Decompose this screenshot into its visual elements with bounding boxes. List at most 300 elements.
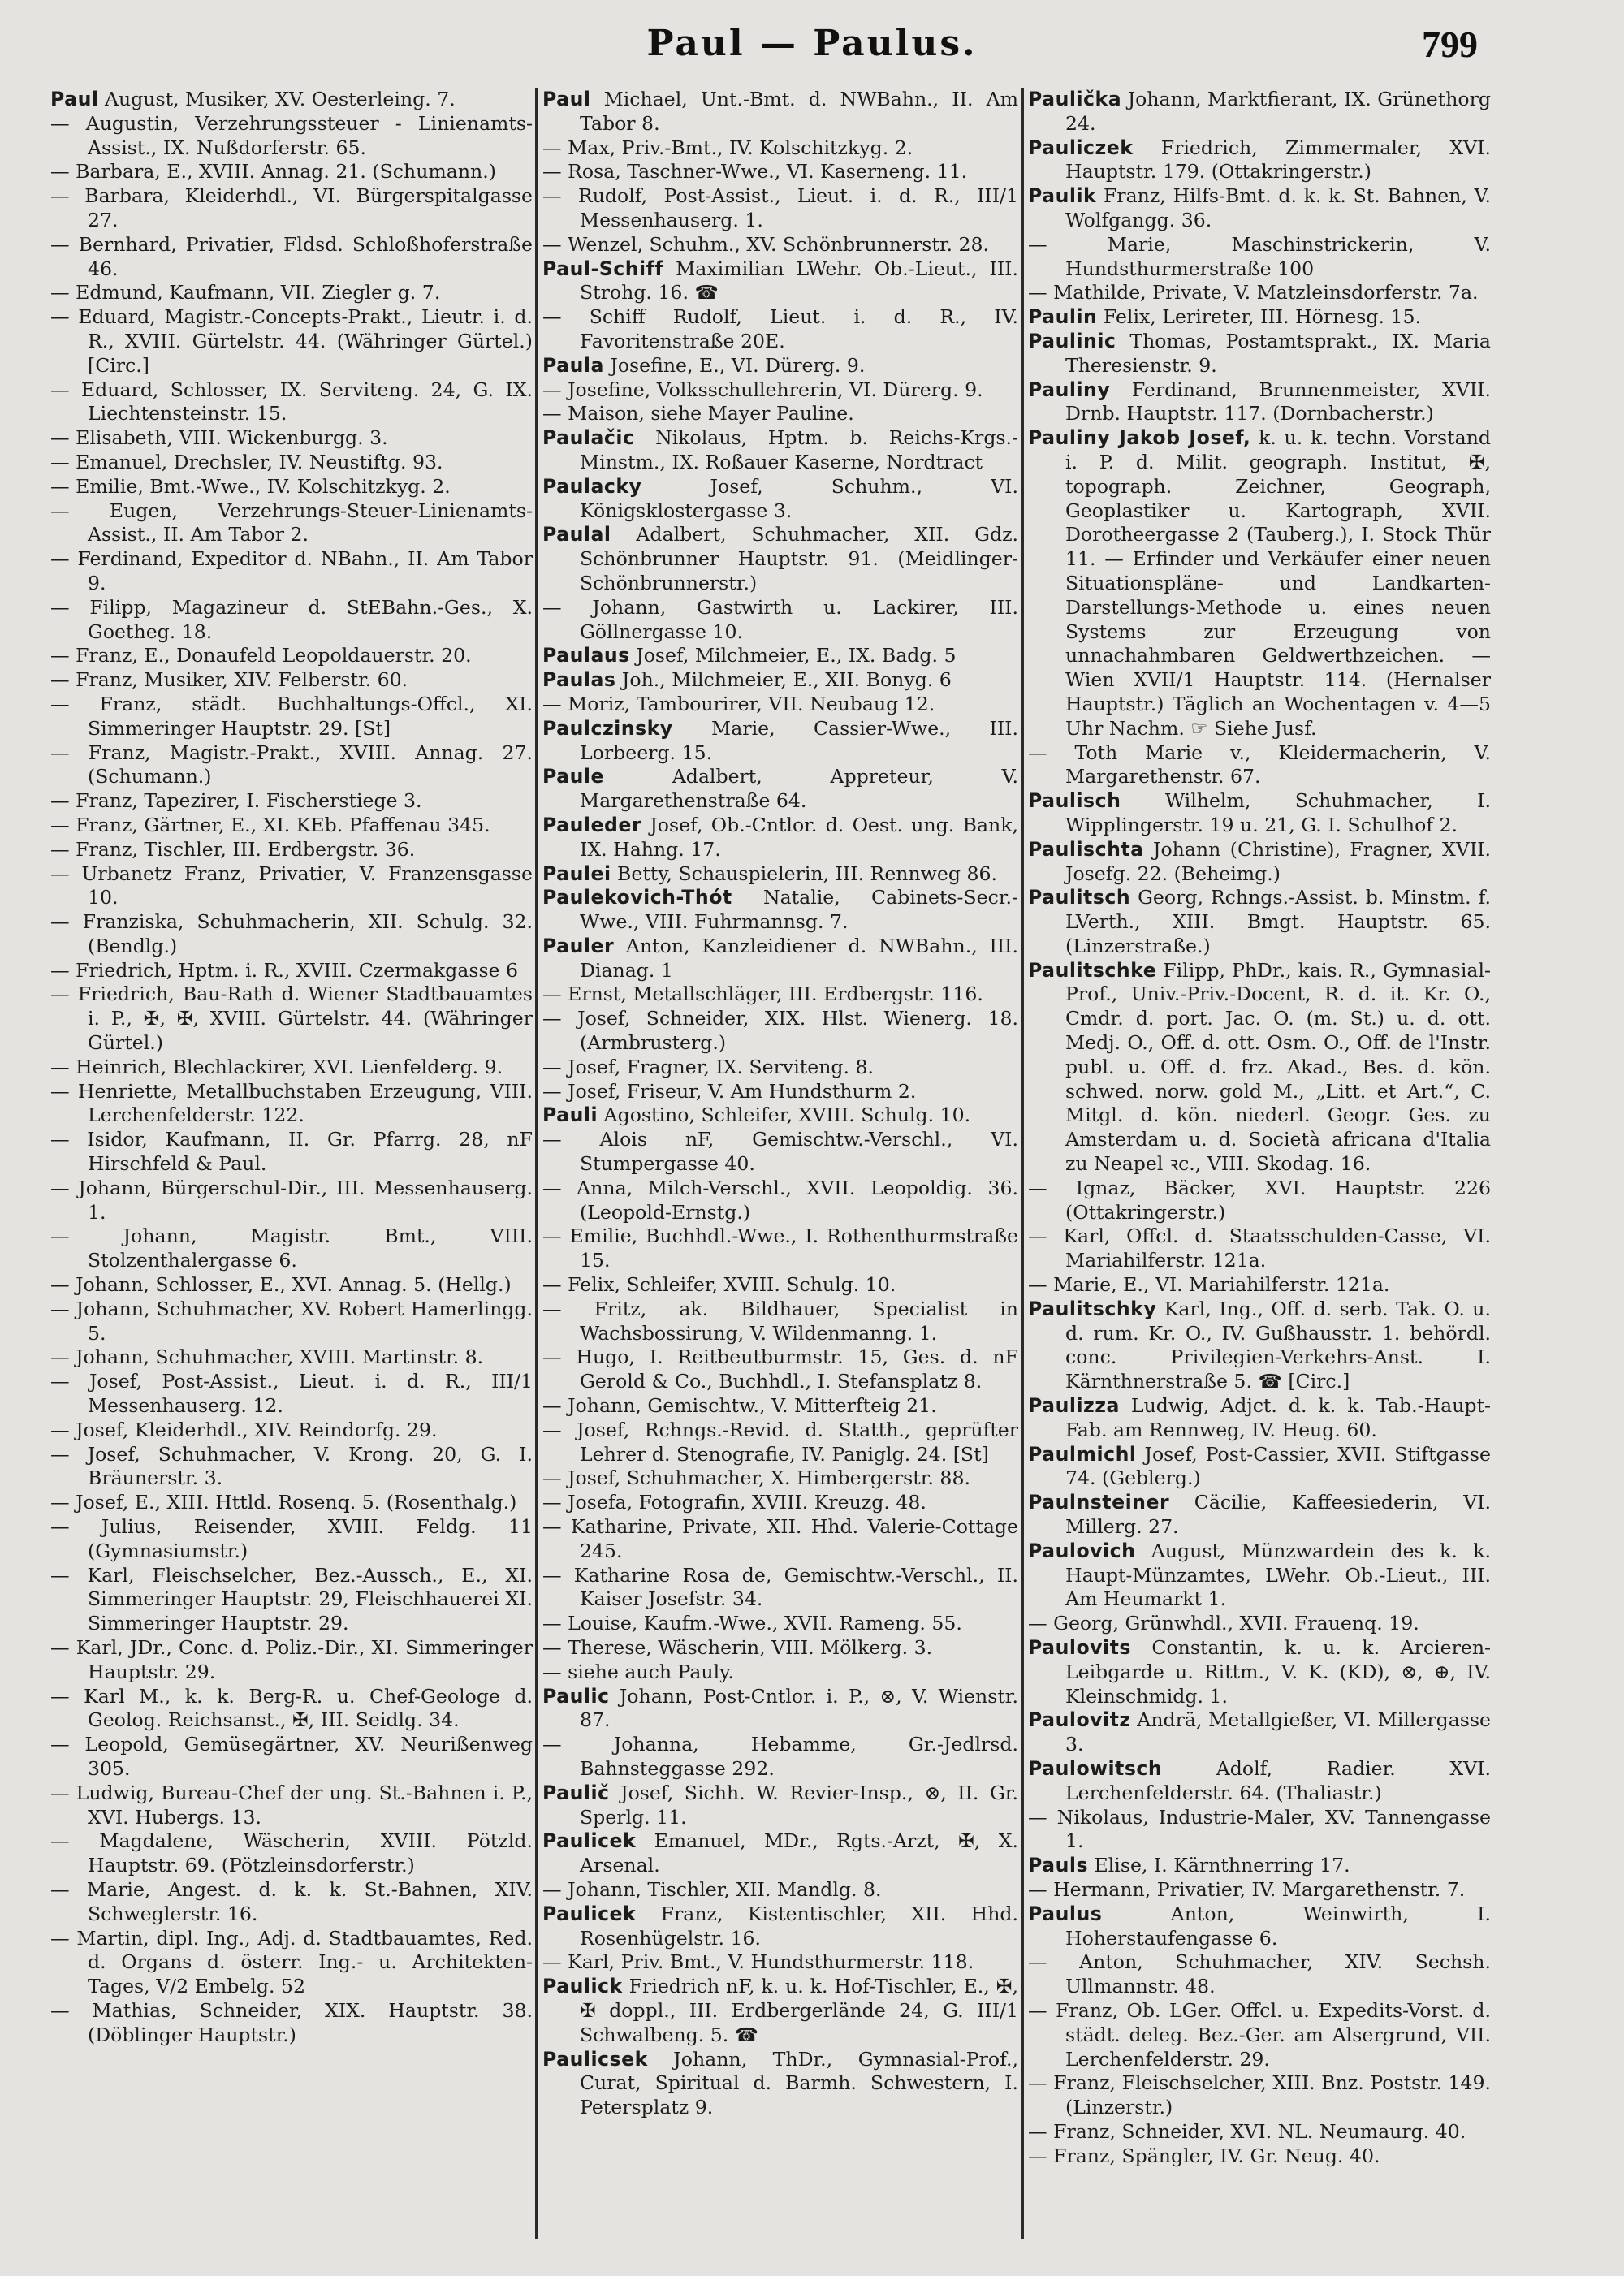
directory-entry xyxy=(1028,1443,1491,1492)
directory-entry xyxy=(50,451,533,475)
entry-surname: Paulowitsch xyxy=(1028,1756,1163,1780)
entry-surname: Paulaus xyxy=(542,644,630,667)
entry-surname: Pauls xyxy=(1028,1854,1089,1877)
directory-entry xyxy=(542,693,1018,717)
directory-entry xyxy=(1028,1757,1491,1806)
entry-text: — Johann, Gastwirth u. Lackirer, III. Göllnergasse 10. xyxy=(542,595,1018,643)
directory-entry xyxy=(50,112,533,161)
entry-surname: Paulnsteiner xyxy=(1028,1491,1170,1514)
directory-entry xyxy=(50,160,533,184)
directory-entry xyxy=(50,1056,533,1080)
entry-text: — Karl, Offcl. d. Staatsschulden-Casse, VI. Mariahilferstr. 121a. xyxy=(1028,1224,1491,1272)
entry-text: — Josef, Schneider, XIX. Hlst. Wienerg. 18. (Armbrusterg.) xyxy=(542,1007,1018,1055)
entry-surname: Paulus xyxy=(1028,1902,1103,1925)
entry-text: Georg, Rchngs.-Assist. b. Minstm. f. LVerth., XIII. Bmgt. Hauptstr. 65. (Linzerstraße.) xyxy=(1065,886,1491,957)
directory-entry xyxy=(1028,886,1491,958)
entry-text: Josef, Post-Cassier, XVII. Stiftgasse 74. (Geblerg.) xyxy=(1065,1442,1491,1490)
directory-entry xyxy=(542,475,1018,524)
entry-text: — Karl M., k. k. Berg-R. u. Chef-Geologe d. Geolog. Reichsanst., ✠, III. Seidlg. 34. xyxy=(50,1684,533,1732)
entry-text: — Johann, Schuhmacher, XVIII. Martinstr. 8. xyxy=(50,1345,484,1369)
entry-text: — Ludwig, Bureau-Chef der ung. St.-Bahnen i. P., XVI. Hubergs. 13. xyxy=(50,1781,533,1829)
entry-text: — Emilie, Bmt.-Wwe., IV. Kolschitzkyg. 2. xyxy=(50,474,451,498)
entry-surname: Paulovits xyxy=(1028,1636,1131,1659)
entry-text: Felix, Lerireter, III. Hörnesg. 15. xyxy=(1097,305,1422,329)
entry-text: — Karl, JDr., Conc. d. Poliz.-Dir., XI. Simmeringer Hauptstr. 29. xyxy=(50,1636,533,1683)
entry-text: — Emanuel, Drechsler, IV. Neustiftg. 93. xyxy=(50,450,443,473)
directory-entry xyxy=(542,717,1018,766)
directory-entry xyxy=(542,136,1018,161)
entry-surname: Paulisch xyxy=(1028,789,1121,813)
entry-text: Josef, Sichh. W. Revier-Insp., ⊗, II. Gr. Sperlg. 11. xyxy=(580,1781,1018,1829)
entry-text: Josef, Milchmeier, E., IX. Badg. 5 xyxy=(629,644,957,667)
entry-text: Wilhelm, Schuhmacher, I. Wipplingerstr. 19 u. 21, G. I. Schulhof 2. xyxy=(1065,789,1491,836)
entry-text: Michael, Unt.-Bmt. d. NWBahn., II. Am Tabor 8. xyxy=(580,88,1018,135)
directory-entry xyxy=(1028,1224,1491,1273)
entry-text: Andrä, Metallgießer, VI. Millergasse 3. xyxy=(1065,1708,1491,1756)
directory-entry xyxy=(50,596,533,645)
entry-text: Anton, Kanzleidiener d. NWBahn., III. Dianag. 1 xyxy=(580,934,1018,982)
entry-text: — Rosa, Taschner-Wwe., VI. Kaserneng. 11. xyxy=(542,160,968,184)
entry-text: — Nikolaus, Industrie-Maler, XV. Tannengasse 1. xyxy=(1028,1805,1491,1853)
entry-text: Josef, Schuhm., VI. Königsklostergasse 3. xyxy=(580,474,1018,522)
directory-entry xyxy=(50,1636,533,1685)
directory-entry xyxy=(542,1636,1018,1661)
entry-text: Adalbert, Appreteur, V. Margarethenstraße 64. xyxy=(580,765,1018,813)
entry-text: — Johann, Bürgerschul-Dir., III. Messenhauserg. 1. xyxy=(50,1176,533,1224)
entry-text: — Eugen, Verzehrungs-Steuer-Linienamts-Assist., II. Am Tabor 2. xyxy=(50,499,533,546)
entry-text: — Mathias, Schneider, XIX. Hauptstr. 38. (Döblinger Hauptstr.) xyxy=(50,1998,533,2046)
entry-text: Joh., Milchmeier, E., XII. Bonyg. 6 xyxy=(615,668,952,692)
entry-surname: Paulačic xyxy=(542,426,635,450)
directory-entry xyxy=(50,499,533,548)
entry-text: Friedrich nF, k. u. k. Hof-Tischler, E., ✠, ✠ doppl., III. Erdbergerlände 24, G. III/1 Schwalbeng. 5. ☎ xyxy=(580,1975,1018,2046)
directory-entry xyxy=(50,1080,533,1129)
directory-entry xyxy=(50,547,533,596)
directory-entry xyxy=(1028,233,1491,282)
directory-entry xyxy=(50,668,533,693)
entry-text: Marie, Cassier-Wwe., III. Lorbeerg. 15. xyxy=(580,716,1018,764)
entry-text: — Karl, Fleischselcher, Bez.-Aussch., E., XI. Simmeringer Hauptstr. 29, Fleischhauerei XI. Simmeringer Hauptstr. 29. xyxy=(50,1563,533,1635)
entry-surname: Paulinic xyxy=(1028,329,1116,352)
entry-text: Maximilian LWehr. Ob.-Lieut., III. Strohg. 16. ☎ xyxy=(580,257,1018,304)
directory-entry xyxy=(542,1080,1018,1104)
entry-text: — Julius, Reisender, XVIII. Feldg. 11 (Gymnasiumstr.) xyxy=(50,1515,533,1562)
entry-text: — Franz, Tischler, III. Erdbergstr. 36. xyxy=(50,837,416,861)
directory-entry xyxy=(50,838,533,862)
entry-text: — Marie, Maschinstrickerin, V. Hundsthurmerstraße 100 xyxy=(1028,232,1491,280)
directory-entry xyxy=(1028,1950,1491,1999)
entry-text: — Barbara, E., XVIII. Annag. 21. (Schumann.) xyxy=(50,160,496,184)
directory-entry xyxy=(542,1466,1018,1491)
directory-entry xyxy=(50,1733,533,1781)
entry-surname: Paulczinsky xyxy=(542,716,673,740)
directory-entry xyxy=(50,281,533,305)
entry-text: — Johann, Gemischtw., V. Mitterfteig 21. xyxy=(542,1394,937,1418)
entry-text: — Therese, Wäscherin, VIII. Mölkerg. 3. xyxy=(542,1636,933,1659)
directory-entry xyxy=(542,523,1018,595)
entry-surname: Paulicsek xyxy=(542,2047,648,2071)
directory-entry xyxy=(542,1103,1018,1128)
entry-text: — Franz, Magistr.-Prakt., XVIII. Annag. 27. (Schumann.) xyxy=(50,741,533,788)
entry-text: — Katharine Rosa de, Gemischtw.-Verschl., II. Kaiser Josefstr. 34. xyxy=(542,1563,1018,1611)
directory-entry xyxy=(542,1612,1018,1636)
entry-text: — Maison, siehe Mayer Pauline. xyxy=(542,402,854,425)
directory-entry xyxy=(1028,2144,1491,2169)
directory-entry xyxy=(50,1177,533,1225)
entry-surname: Paulick xyxy=(542,1975,623,1998)
entry-surname: Paulei xyxy=(542,862,611,885)
directory-entry xyxy=(542,305,1018,354)
directory-entry xyxy=(542,257,1018,306)
entry-surname: Paulitsch xyxy=(1028,886,1131,909)
entry-text: — Hermann, Privatier, IV. Margarethenstr. 7. xyxy=(1028,1877,1466,1901)
entry-surname: Paul xyxy=(50,88,99,110)
entry-text: Elise, I. Kärnthnerring 17. xyxy=(1088,1854,1350,1877)
entry-surname: Paulicek xyxy=(542,1902,637,1925)
entry-text: — Karl, Priv. Bmt., V. Hundsthurmerstr. 118. xyxy=(542,1950,974,1974)
entry-text: — Anna, Milch-Verschl., XVII. Leopoldig. 36. (Leopold-Ernstg.) xyxy=(542,1176,1018,1224)
directory-entry xyxy=(50,741,533,790)
column-rule xyxy=(1021,88,1024,2239)
directory-entry xyxy=(1028,330,1491,378)
entry-surname: Paulovitz xyxy=(1028,1708,1131,1732)
directory-entry xyxy=(542,1394,1018,1419)
directory-entry xyxy=(542,354,1018,378)
entry-surname: Paulacky xyxy=(542,474,642,498)
directory-entry xyxy=(542,1975,1018,2047)
directory-entry xyxy=(1028,1636,1491,1708)
entry-text: Cäcilie, Kaffeesiederin, VI. Millerg. 27. xyxy=(1065,1491,1491,1539)
directory-entry xyxy=(542,426,1018,475)
entry-text: — Franziska, Schuhmacherin, XII. Schulg. 32. (Bendlg.) xyxy=(50,910,533,957)
entry-text: — Josef, Fragner, IX. Serviteng. 8. xyxy=(542,1055,875,1078)
directory-entry xyxy=(50,693,533,741)
directory-entry xyxy=(1028,426,1491,741)
directory-entry xyxy=(50,1878,533,1927)
entry-text: — Louise, Kaufm.-Wwe., XVII. Rameng. 55. xyxy=(542,1612,962,1635)
entry-surname: Pauler xyxy=(542,934,615,957)
entry-text: k. u. k. techn. Vorstand i. P. d. Milit. geograph. Institut, ✠, topograph. Zeichner, Geograph, Geoplastiker u. Kartograph, XVII. Dorotheergasse 2 (Tauberg.), I. Stock Thür 11. — Erfinder und Verkäufer einer neuen Situationspläne- und Landkarten-Darstellungs-Methode u. eines neuen Systems zur Erzeugung von unnachahmbaren Geldwerthzeichen. — Wien XVII/1 Hauptstr. 114. (Hernalser Hauptstr.) Täglich an Wochentagen v. 4—5 Uhr Nachm. ☞ Siehe Jusf. xyxy=(1065,426,1491,740)
directory-entry xyxy=(50,184,533,233)
directory-entry xyxy=(1028,1999,1491,2071)
entry-text: — Ernst, Metallschläger, III. Erdbergstr. 116. xyxy=(542,983,983,1006)
running-title: Paul — Paulus. xyxy=(646,23,978,64)
entry-text: — Magdalene, Wäscherin, XVIII. Pötzld. Hauptstr. 69. (Pötzleinsdorferstr.) xyxy=(50,1829,533,1877)
column-3 xyxy=(1028,88,1491,2248)
directory-entry xyxy=(1028,1394,1491,1443)
directory-entry xyxy=(542,1056,1018,1080)
directory-entry xyxy=(50,475,533,499)
directory-entry xyxy=(542,935,1018,983)
entry-text: — Max, Priv.-Bmt., IV. Kolschitzkyg. 2. xyxy=(542,136,914,159)
entry-text: — Eduard, Magistr.-Concepts-Prakt., Lieutr. i. d. R., XVIII. Gürtelstr. 44. (Währinger Gürtel.) [Circ.] xyxy=(50,305,533,377)
entry-text: Johann, Post-Cntlor. i. P., ⊗, V. Wienstr. 87. xyxy=(580,1684,1018,1732)
entry-text: — Elisabeth, VIII. Wickenburgg. 3. xyxy=(50,426,388,450)
entry-text: — Mathilde, Private, V. Matzleinsdorferstr. 7a. xyxy=(1028,281,1479,304)
entry-text: — Franz, E., Donaufeld Leopoldauerstr. 20. xyxy=(50,644,472,667)
entry-text: — Rudolf, Post-Assist., Lieut. i. d. R., III/1 Messenhauserg. 1. xyxy=(542,184,1018,231)
entry-text: — Franz, Musiker, XIV. Felberstr. 60. xyxy=(50,668,408,692)
directory-entry xyxy=(542,644,1018,668)
directory-entry xyxy=(1028,88,1491,136)
entry-text: Josef, Ob.-Cntlor. d. Oest. ung. Bank, IX. Hahng. 17. xyxy=(580,813,1018,861)
directory-entry xyxy=(1028,1854,1491,1878)
directory-entry xyxy=(50,910,533,959)
directory-entry xyxy=(542,983,1018,1007)
entry-text: — Schiff Rudolf, Lieut. i. d. R., IV. Favoritenstraße 20E. xyxy=(542,305,1018,352)
entry-text: Natalie, Cabinets-Secr.-Wwe., VIII. Fuhrmannsg. 7. xyxy=(580,886,1018,934)
entry-text: — Heinrich, Blechlackirer, XVI. Lienfelderg. 9. xyxy=(50,1055,503,1078)
entry-text: — Josef, Schuhmacher, V. Krong. 20, G. I. Bräunerstr. 3. xyxy=(50,1442,533,1490)
entry-surname: Paulovich xyxy=(1028,1539,1136,1562)
entry-text: Johann (Christine), Fragner, XVII. Josefg. 22. (Beheimg.) xyxy=(1065,837,1491,885)
directory-entry xyxy=(542,2048,1018,2120)
entry-surname: Paulal xyxy=(542,523,611,546)
entry-text: Ludwig, Adjct. d. k. k. Tab.-Haupt-Fab. am Rennweg, IV. Heug. 60. xyxy=(1065,1394,1491,1441)
entry-text: — Emilie, Buchhdl.-Wwe., I. Rothenthurmstraße 15. xyxy=(542,1224,1018,1272)
entry-text: — Toth Marie v., Kleidermacherin, V. Margarethenstr. 67. xyxy=(1028,741,1491,788)
directory-entry xyxy=(1028,1491,1491,1540)
directory-entry xyxy=(50,1419,533,1443)
entry-text: Franz, Kistentischler, XII. Hhd. Rosenhügelstr. 16. xyxy=(580,1902,1018,1950)
entry-surname: Paul xyxy=(542,88,591,110)
entry-surname: Paulik xyxy=(1028,184,1097,208)
entry-text: — Franz, Schneider, XVI. NL. Neumaurg. 40. xyxy=(1028,2119,1466,2143)
column-rule xyxy=(535,88,538,2239)
entry-text: August, Musiker, XV. Oesterleing. 7. xyxy=(98,88,456,110)
entry-text: — Friedrich, Bau-Rath d. Wiener Stadtbauamtes i. P., ✠, ✠, XVIII. Gürtelstr. 44. (Währinger Gürtel.) xyxy=(50,983,533,1055)
directory-entry xyxy=(50,426,533,451)
directory-entry xyxy=(542,1515,1018,1564)
entry-surname: Pauli xyxy=(542,1103,598,1127)
entry-text: — Josefine, Volksschullehrerin, VI. Dürerg. 9. xyxy=(542,378,983,401)
directory-entry xyxy=(1028,741,1491,790)
entry-text: — Johann, Schuhmacher, XV. Robert Hamerlingg. 5. xyxy=(50,1297,533,1345)
entry-surname: Paulizza xyxy=(1028,1394,1120,1418)
directory-entry xyxy=(542,668,1018,693)
directory-entry xyxy=(542,596,1018,645)
entry-text: — Urbanetz Franz, Privatier, V. Franzensgasse 10. xyxy=(50,862,533,909)
entry-surname: Paulas xyxy=(542,668,616,692)
directory-entry xyxy=(542,1781,1018,1830)
directory-entry xyxy=(542,1685,1018,1734)
directory-entry xyxy=(1028,1878,1491,1902)
entry-surname: Paulekovich-Thót xyxy=(542,886,732,909)
directory-entry xyxy=(50,862,533,911)
directory-entry xyxy=(1028,1806,1491,1855)
entry-text: — Leopold, Gemüsegärtner, XV. Neurißenweg 305. xyxy=(50,1733,533,1780)
directory-entry xyxy=(542,1345,1018,1394)
entry-text: — Johann, Magistr. Bmt., VIII. Stolzenthalergasse 6. xyxy=(50,1224,533,1272)
directory-entry xyxy=(542,1177,1018,1225)
directory-entry xyxy=(1028,378,1491,427)
entry-text: Friedrich, Zimmermaler, XVI. Hauptstr. 179. (Ottakringerstr.) xyxy=(1065,136,1491,184)
directory-entry xyxy=(542,765,1018,814)
directory-entry xyxy=(542,1564,1018,1613)
directory-entry xyxy=(50,1370,533,1419)
directory-entry xyxy=(542,886,1018,935)
entry-text: Josefine, E., VI. Dürerg. 9. xyxy=(603,353,866,377)
entry-text: Franz, Hilfs-Bmt. d. k. k. St. Bahnen, V. Wolfgangg. 36. xyxy=(1065,184,1491,231)
entry-text: — Edmund, Kaufmann, VII. Ziegler g. 7. xyxy=(50,281,441,304)
directory-entry xyxy=(542,1128,1018,1177)
directory-entry xyxy=(1028,136,1491,185)
entry-surname: Paulicek xyxy=(542,1829,637,1853)
entry-text: — Franz, Ob. LGer. Offcl. u. Expedits-Vorst. d. städt. deleg. Bez.-Ger. am Alsergrund, VII. Lerchenfelderstr. 29. xyxy=(1028,1998,1491,2071)
entry-text: — siehe auch Pauly. xyxy=(542,1660,734,1683)
directory-entry xyxy=(50,1564,533,1636)
entry-text: — Katharine, Private, XII. Hhd. Valerie-Cottage 245. xyxy=(542,1515,1018,1562)
directory-entry xyxy=(50,644,533,668)
entry-text: — Franz, Tapezirer, I. Fischerstiege 3. xyxy=(50,789,422,813)
directory-entry xyxy=(1028,1298,1491,1394)
directory-entry xyxy=(542,1661,1018,1685)
entry-text: Adalbert, Schuhmacher, XII. Gdz. Schönbrunner Hauptstr. 91. (Meidlinger-Schönbrunnerstr.) xyxy=(580,523,1018,594)
entry-surname: Paule xyxy=(542,765,604,788)
directory-entry xyxy=(50,789,533,814)
entry-text: Anton, Weinwirth, I. Hoherstaufengasse 6. xyxy=(1065,1902,1491,1950)
entry-text: — Ferdinand, Expeditor d. NBahn., II. Am Tabor 9. xyxy=(50,547,533,594)
directory-entry xyxy=(50,959,533,983)
entry-text: Ferdinand, Brunnenmeister, XVII. Drnb. Hauptstr. 117. (Dornbacherstr.) xyxy=(1065,378,1491,425)
directory-entry xyxy=(1028,1273,1491,1298)
directory-entry xyxy=(1028,1540,1491,1612)
entry-text: Emanuel, MDr., Rgts.-Arzt, ✠, X. Arsenal. xyxy=(580,1829,1018,1877)
entry-text: — Hugo, I. Reitbeutburmstr. 15, Ges. d. nF Gerold & Co., Buchhdl., I. Stefansplatz 8. xyxy=(542,1345,1018,1393)
directory-entry xyxy=(1028,305,1491,330)
directory-entry xyxy=(542,88,1018,136)
entry-text: — Josef, Friseur, V. Am Hundsthurm 2. xyxy=(542,1079,917,1103)
entry-surname: Paulička xyxy=(1028,88,1122,110)
entry-text: — Martin, dipl. Ing., Adj. d. Stadtbauamtes, Red. d. Organs d. österr. Ing.- u. Architekten-Tages, V/2 Embelg. 52 xyxy=(50,1926,533,1998)
directory-entry xyxy=(50,1927,533,1999)
directory-entry xyxy=(50,378,533,427)
entry-text: — Franz, städt. Buchhaltungs-Offcl., XI. Simmeringer Hauptstr. 29. [St] xyxy=(50,692,533,740)
entry-text: — Franz, Fleischselcher, XIII. Bnz. Poststr. 149. (Linzerstr.) xyxy=(1028,2071,1491,2119)
directory-entry xyxy=(50,814,533,838)
directory-entry xyxy=(1028,789,1491,838)
directory-entry xyxy=(542,1878,1018,1902)
directory-entry xyxy=(50,1224,533,1273)
directory-entry xyxy=(542,1733,1018,1781)
directory-entry xyxy=(542,1224,1018,1273)
entry-text: — Josef, E., XIII. Httld. Rosenq. 5. (Rosenthalg.) xyxy=(50,1491,517,1514)
entry-surname: Pauliny Jakob Josef, xyxy=(1028,426,1251,450)
directory-entry xyxy=(50,1443,533,1492)
entry-text: — Augustin, Verzehrungssteuer - Linienamts-Assist., IX. Nußdorferstr. 65. xyxy=(50,111,533,159)
entry-text: — Josef, Post-Assist., Lieut. i. d. R., III/1 Messenhauserg. 12. xyxy=(50,1370,533,1418)
entry-text: Karl, Ing., Off. d. serb. Tak. O. u. d. rum. Kr. O., IV. Gußhausstr. 1. behördl. conc. Privilegien-Verkehrs-Anst. I. Kärnthnerstraße 5. ☎ [Circ.] xyxy=(1065,1297,1491,1393)
entry-text: Constantin, k. u. k. Arcieren-Leibgarde u. Rittm., V. K. (KD), ⊗, ⊕, IV. Kleinschmidg. 1. xyxy=(1065,1636,1491,1708)
entry-text: — Eduard, Schlosser, IX. Serviteng. 24, G. IX. Liechtensteinstr. 15. xyxy=(50,378,533,425)
entry-text: — Moriz, Tambourirer, VII. Neubaug 12. xyxy=(542,692,935,715)
entry-surname: Paulmichl xyxy=(1028,1442,1137,1466)
entry-text: — Marie, Angest. d. k. k. St.-Bahnen, XIV. Schweglerstr. 16. xyxy=(50,1877,533,1925)
entry-text: August, Münzwardein des k. k. Haupt-Münzamtes, LWehr. Ob.-Lieut., III. Am Heumarkt 1. xyxy=(1065,1539,1491,1611)
entry-text: — Franz, Gärtner, E., XI. KEb. Pfaffenau 345. xyxy=(50,813,490,836)
entry-surname: Paulič xyxy=(542,1781,610,1804)
directory-entry xyxy=(50,1999,533,2048)
entry-surname: Paula xyxy=(542,353,604,377)
entry-text: — Alois nF, Gemischtw.-Verschl., VI. Stumpergasse 40. xyxy=(542,1128,1018,1176)
directory-entry xyxy=(1028,959,1491,1177)
directory-entry xyxy=(50,1515,533,1564)
directory-entry xyxy=(50,233,533,282)
directory-entry xyxy=(1028,281,1491,305)
entry-text: Johann, Marktfierant, IX. Grünethorg 24. xyxy=(1065,88,1491,135)
entry-text: — Georg, Grünwhdl., XVII. Frauenq. 19. xyxy=(1028,1612,1419,1635)
entry-surname: Paulin xyxy=(1028,305,1098,329)
directory-entry xyxy=(50,983,533,1055)
directory-entry xyxy=(50,305,533,378)
entry-text: — Johann, Schlosser, E., XVI. Annag. 5. (Hellg.) xyxy=(50,1273,512,1297)
directory-entry xyxy=(50,1491,533,1515)
directory-entry xyxy=(50,88,533,112)
directory-entry xyxy=(1028,1708,1491,1757)
directory-entry xyxy=(1028,2120,1491,2144)
directory-entry xyxy=(542,378,1018,403)
directory-entry xyxy=(1028,2071,1491,2120)
column-1 xyxy=(50,88,533,2248)
directory-entry xyxy=(1028,838,1491,887)
entry-text: Thomas, Postamtsprakt., IX. Maria Theresienstr. 9. xyxy=(1065,329,1491,377)
directory-entry xyxy=(542,1419,1018,1467)
entry-text: — Barbara, Kleiderhdl., VI. Bürgerspitalgasse 27. xyxy=(50,184,533,231)
directory-entry xyxy=(50,1685,533,1734)
directory-entry xyxy=(1028,1902,1491,1951)
entry-text: — Henriette, Metallbuchstaben Erzeugung, VIII. Lerchenfelderstr. 122. xyxy=(50,1079,533,1127)
entry-text: Johann, ThDr., Gymnasial-Prof., Curat, Spiritual d. Barmh. Schwestern, I. Petersplatz 9. xyxy=(580,2047,1018,2119)
entry-surname: Paulic xyxy=(542,1684,610,1708)
entry-text: — Josef, Rchngs.-Revid. d. Statth., geprüfter Lehrer d. Stenografie, IV. Paniglg. 24. [St] xyxy=(542,1418,1018,1466)
entry-surname: Paulitschke xyxy=(1028,958,1157,982)
entry-text: Filipp, PhDr., kais. R., Gymnasial-Prof., Univ.-Priv.-Docent, R. d. it. Kr. O., Cmdr. d. port. Jac. O. (m. St.) u. d. ott. Medj. O., Off. d. ott. Osm. O., Off. de l'Instr. publ. u. Off. d. frz. Akad., Bes. d. kön. schwed. norw. gold M., „Litt. et Art.“, C. Mitgl. d. kön. niederl. Geogr. Ges. zu Amsterdam u. d. Società africana d'Italia zu Neapel ꝛc., VIII. Skodag. 16. xyxy=(1065,958,1491,1176)
directory-entry xyxy=(542,1829,1018,1878)
entry-text: Adolf, Radier. XVI. Lerchenfelderstr. 64. (Thaliastr.) xyxy=(1065,1756,1491,1804)
directory-entry xyxy=(542,184,1018,233)
page-number: 799 xyxy=(1422,24,1478,65)
directory-entry xyxy=(50,1781,533,1830)
entry-text: — Johanna, Hebamme, Gr.-Jedlrsd. Bahnsteggasse 292. xyxy=(542,1733,1018,1780)
entry-text: — Friedrich, Hptm. i. R., XVIII. Czermakgasse 6 xyxy=(50,958,519,982)
directory-entry xyxy=(1028,1177,1491,1225)
directory-entry xyxy=(542,1950,1018,1975)
running-head xyxy=(0,23,1624,80)
entry-text: — Franz, Spängler, IV. Gr. Neug. 40. xyxy=(1028,2144,1380,2167)
entry-surname: Paulischta xyxy=(1028,837,1144,861)
entry-surname: Pauleder xyxy=(542,813,641,836)
entry-surname: Paul-Schiff xyxy=(542,257,664,280)
entry-surname: Pauliczek xyxy=(1028,136,1134,159)
entry-text: — Filipp, Magazineur d. StEBahn.-Ges., X. Goetheg. 18. xyxy=(50,595,533,643)
directory-entry xyxy=(1028,184,1491,233)
directory-entry xyxy=(50,1128,533,1177)
entry-text: — Isidor, Kaufmann, II. Gr. Pfarrg. 28, nF Hirschfeld & Paul. xyxy=(50,1128,533,1176)
directory-entry xyxy=(542,1298,1018,1346)
entry-surname: Paulitschky xyxy=(1028,1297,1157,1320)
entry-text: Agostino, Schleifer, XVIII. Schulg. 10. xyxy=(598,1103,971,1127)
directory-entry xyxy=(542,233,1018,257)
directory-entry xyxy=(542,1273,1018,1298)
entry-text: Nikolaus, Hptm. b. Reichs-Krgs.-Minstm., IX. Roßauer Kaserne, Nordtract xyxy=(580,426,1018,473)
directory-entry xyxy=(542,1491,1018,1515)
directory-entry xyxy=(542,1007,1018,1056)
entry-text: — Wenzel, Schuhm., XV. Schönbrunnerstr. 28. xyxy=(542,232,990,256)
directory-entry xyxy=(50,1298,533,1346)
directory-entry xyxy=(50,1345,533,1370)
entry-text: — Josef, Kleiderhdl., XIV. Reindorfg. 29. xyxy=(50,1418,438,1441)
entry-text: — Bernhard, Privatier, Fldsd. Schloßhoferstraße 46. xyxy=(50,232,533,280)
